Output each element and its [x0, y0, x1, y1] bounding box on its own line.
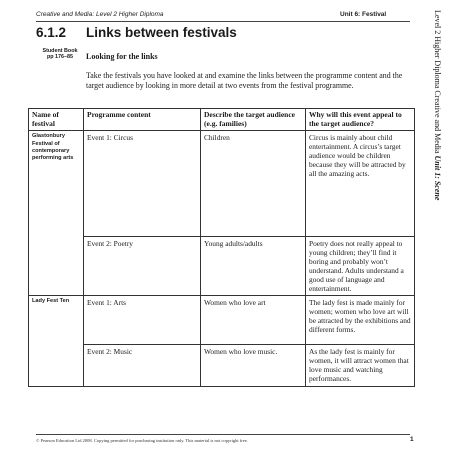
target-audience-cell: Children — [201, 131, 306, 237]
programme-content-cell: Event 1: Circus — [84, 131, 201, 237]
student-book-pages: pp 176–85 — [46, 54, 74, 61]
programme-content-cell: Event 1: Arts — [84, 296, 201, 345]
vertical-side-tab — [431, 10, 445, 240]
side-tab-course: Level 2 Higher Diploma Creative and Media — [433, 10, 442, 154]
running-header-unit: Unit 6: Festival — [340, 11, 387, 18]
table-row — [29, 345, 415, 387]
page-number: 1 — [410, 436, 414, 443]
header-festival-name: Name of festival — [29, 109, 84, 131]
section-number: 6.1.2 — [36, 25, 67, 40]
festival-links-table — [28, 108, 415, 387]
header-event-appeal: Why will this event appeal to the target audience? — [306, 109, 415, 131]
target-audience-cell: Women who love music. — [201, 345, 306, 387]
side-tab-text — [433, 10, 442, 200]
programme-content-cell: Event 2: Music — [84, 345, 201, 387]
programme-content-cell: Event 2: Poetry — [84, 237, 201, 296]
festival-name-cell: Glastonbury Festival of contemporary performing arts — [29, 131, 84, 296]
student-book-reference — [34, 48, 86, 60]
header-target-audience: Describe the target audience (e.g. families) — [201, 109, 306, 131]
table-header-row — [29, 109, 415, 131]
activity-subheading: Looking for the links — [86, 52, 158, 61]
table-row — [29, 237, 415, 296]
header-programme-content: Programme content — [84, 109, 201, 131]
section-title: Links between festivals — [86, 25, 237, 40]
header-divider — [36, 21, 410, 22]
event-appeal-cell: As the lady fest is mainly for women, it will attract women that love music and watching performances. — [306, 345, 415, 387]
event-appeal-cell: Circus is mainly about child entertainment. A circus’s target audience would be children because they will be attracted by all the amazing acts. — [306, 131, 415, 237]
running-header-course: Creative and Media: Level 2 Higher Diploma — [36, 11, 164, 18]
festival-name-cell: Lady Fest Ten — [29, 296, 84, 387]
table-row — [29, 296, 415, 345]
event-appeal-cell: The lady fest is made mainly for women; women who love art will be attracted by the exhibitions and different forms. — [306, 296, 415, 345]
footer-divider — [36, 434, 410, 435]
event-appeal-cell: Poetry does not really appeal to young children; they’ll find it boring and probably won’t understand. Adults understand a good use of language and entertainment. — [306, 237, 415, 296]
copyright-notice: © Pearson Education Ltd 2008. Copying permitted for purchasing institution only. This material is not copyright free. — [36, 438, 248, 443]
table-row — [29, 131, 415, 237]
side-tab-unit: Unit 1: Scene — [433, 155, 442, 201]
activity-instructions: Take the festivals you have looked at and examine the links between the programme content and the target audience by looking in more detail at two events from the festival programme. — [86, 71, 403, 90]
target-audience-cell: Young adults/adults — [201, 237, 306, 296]
student-book-label: Student Book — [42, 48, 78, 54]
target-audience-cell: Women who love art — [201, 296, 306, 345]
